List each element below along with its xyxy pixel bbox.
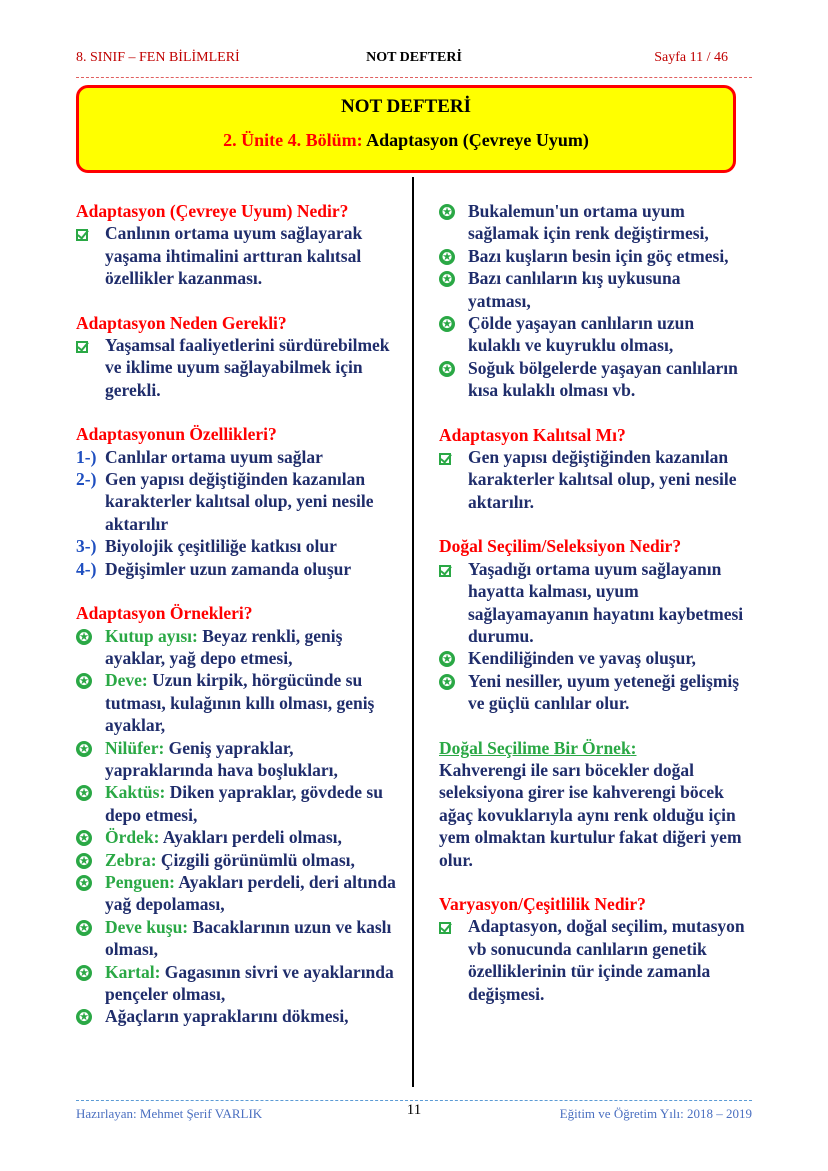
- checkbox-icon: [439, 558, 461, 580]
- star-bullet-icon: ✪: [76, 826, 98, 848]
- footer-author: Hazırlayan: Mehmet Şerif VARLIK: [76, 1106, 263, 1121]
- list-item: ✪ Kartal: Gagasının sivri ve ayaklarında pençeler olması,: [76, 961, 401, 1006]
- checkbox-icon: [439, 915, 461, 937]
- list-item: ✪ Yeni nesiller, uyum yeteneği gelişmiş ve güçlü canlılar olur.: [439, 670, 747, 715]
- list-item: ✪ Kutup ayısı: Beyaz renkli, geniş ayaklar, yağ depo etmesi,: [76, 625, 401, 670]
- star-bullet-icon: ✪: [76, 737, 98, 759]
- list-item: ✪ Bazı canlıların kış uykusuna yatması,: [439, 267, 747, 312]
- unit-prefix: 2. Ünite 4. Bölüm:: [223, 130, 363, 150]
- list-item: ✪ Soğuk bölgelerde yaşayan canlıların kısa kulaklı olması vb.: [439, 357, 747, 402]
- header-divider: [76, 77, 752, 78]
- left-column: [76, 200, 401, 1028]
- list-item: ✪ Çölde yaşayan canlıların uzun kulaklı ve kuyruklu olması,: [439, 312, 747, 357]
- item-number: 4-): [76, 558, 97, 579]
- title-unit: [79, 130, 733, 151]
- star-bullet-icon: ✪: [439, 200, 461, 222]
- list-item: 3-) Biyolojik çeşitliliğe katkısı olur: [76, 536, 337, 557]
- section-title: Adaptasyon Örnekleri?: [76, 603, 253, 624]
- section-title: Adaptasyon (Çevreye Uyum) Nedir?: [76, 201, 349, 221]
- list-item: Yaşadığı ortama uyum sağlayanın hayatta kalması, uyum sağlayamayanın hayatını kaybetmesi durumu.: [439, 558, 747, 648]
- list-item: Canlının ortama uyum sağlayarak yaşama ihtimalini arttıran kalıtsal özellikler kazanması.: [76, 222, 401, 289]
- title-box: [76, 85, 736, 173]
- item-number: 3-): [76, 536, 97, 557]
- list-item: ✪ Kendiliğinden ve yavaş oluşur,: [439, 647, 747, 669]
- item-number: 2-): [76, 469, 97, 490]
- star-bullet-icon: ✪: [439, 647, 461, 669]
- star-bullet-icon: ✪: [439, 267, 461, 289]
- header-title: NOT DEFTERİ: [366, 50, 462, 65]
- star-bullet-icon: ✪: [76, 625, 98, 647]
- star-bullet-icon: ✪: [439, 357, 461, 379]
- right-column: [439, 200, 747, 1005]
- list-item: Gen yapısı değiştiğinden kazanılan karakterler kalıtsal olup, yeni nesile aktarılır.: [439, 446, 747, 513]
- list-item: Yaşamsal faaliyetlerini sürdürebilmek ve iklime uyum sağlayabilmek için gerekli.: [76, 334, 401, 401]
- star-bullet-icon: ✪: [76, 916, 98, 938]
- list-item: ✪ Zebra: Çizgili görünümlü olması,: [76, 849, 401, 871]
- section-title: Adaptasyon Kalıtsal Mı?: [439, 424, 626, 445]
- star-bullet-icon: ✪: [76, 961, 98, 983]
- checkbox-icon: [76, 334, 98, 356]
- section-title: Doğal Seçilim/Seleksiyon Nedir?: [439, 536, 682, 557]
- header-page: Sayfa 11 / 46: [654, 50, 728, 65]
- list-item: ✪ Bukalemun'un ortama uyum sağlamak için renk değiştirmesi,: [439, 200, 747, 245]
- list-item: ✪ Bazı kuşların besin için göç etmesi,: [439, 245, 747, 267]
- list-item: 2-) Gen yapısı değiştiğinden kazanılan karakterler kalıtsal olup, yeni nesile aktarılır: [76, 469, 374, 534]
- star-bullet-icon: ✪: [76, 849, 98, 871]
- unit-name: Adaptasyon (Çevreye Uyum): [366, 130, 589, 150]
- checkbox-icon: [76, 222, 98, 244]
- list-item: Adaptasyon, doğal seçilim, mutasyon vb sonucunda canlıların genetik özelliklerinin tür içinde zamanla değişmesi.: [439, 915, 747, 1005]
- footer-divider: [76, 1100, 752, 1101]
- list-item: ✪ Ördek: Ayakları perdeli olması,: [76, 826, 401, 848]
- section-title: Doğal Seçilime Bir Örnek:: [439, 737, 637, 758]
- star-bullet-icon: ✪: [76, 871, 98, 893]
- list-item: 1-) Canlılar ortama uyum sağlar: [76, 446, 323, 467]
- star-bullet-icon: ✪: [76, 1005, 98, 1027]
- list-item: 4-) Değişimler uzun zamanda oluşur: [76, 558, 352, 579]
- footer-year: Eğitim ve Öğretim Yılı: 2018 – 2019: [559, 1106, 752, 1121]
- section-title: Adaptasyonun Özellikleri?: [76, 424, 277, 445]
- checkbox-icon: [439, 446, 461, 468]
- footer-page-number: 11: [406, 1102, 422, 1118]
- star-bullet-icon: ✪: [76, 669, 98, 691]
- title-main: NOT DEFTERİ: [340, 96, 472, 117]
- list-item: ✪ Deve kuşu: Bacaklarının uzun ve kaslı olması,: [76, 916, 401, 961]
- star-bullet-icon: ✪: [76, 781, 98, 803]
- list-item: ✪ Kaktüs: Diken yapraklar, gövdede su depo etmesi,: [76, 781, 401, 826]
- star-bullet-icon: ✪: [439, 312, 461, 334]
- section-title: Adaptasyon Neden Gerekli?: [76, 312, 287, 333]
- list-item: ✪ Ağaçların yapraklarını dökmesi,: [76, 1005, 401, 1027]
- list-item: ✪ Nilüfer: Geniş yapraklar, yapraklarında hava boşlukları,: [76, 737, 401, 782]
- header-subject: 8. SINIF – FEN BİLİMLERİ: [76, 50, 240, 65]
- example-paragraph: Kahverengi ile sarı böcekler doğal seleksiyona girer ise kahverengi böcek ağaç kovuklarıyla aynı renk olduğu için yem olmaktan kurtulur fakat diğeri yem olur.: [439, 759, 742, 870]
- item-number: 1-): [76, 446, 97, 467]
- list-item: ✪ Penguen: Ayakları perdeli, deri altında yağ depolaması,: [76, 871, 401, 916]
- column-divider: [412, 177, 414, 1087]
- star-bullet-icon: ✪: [439, 670, 461, 692]
- section-title: Varyasyon/Çeşitlilik Nedir?: [439, 893, 646, 914]
- list-item: ✪ Deve: Uzun kirpik, hörgücünde su tutması, kulağının kıllı olması, geniş ayaklar,: [76, 669, 401, 736]
- star-bullet-icon: ✪: [439, 245, 461, 267]
